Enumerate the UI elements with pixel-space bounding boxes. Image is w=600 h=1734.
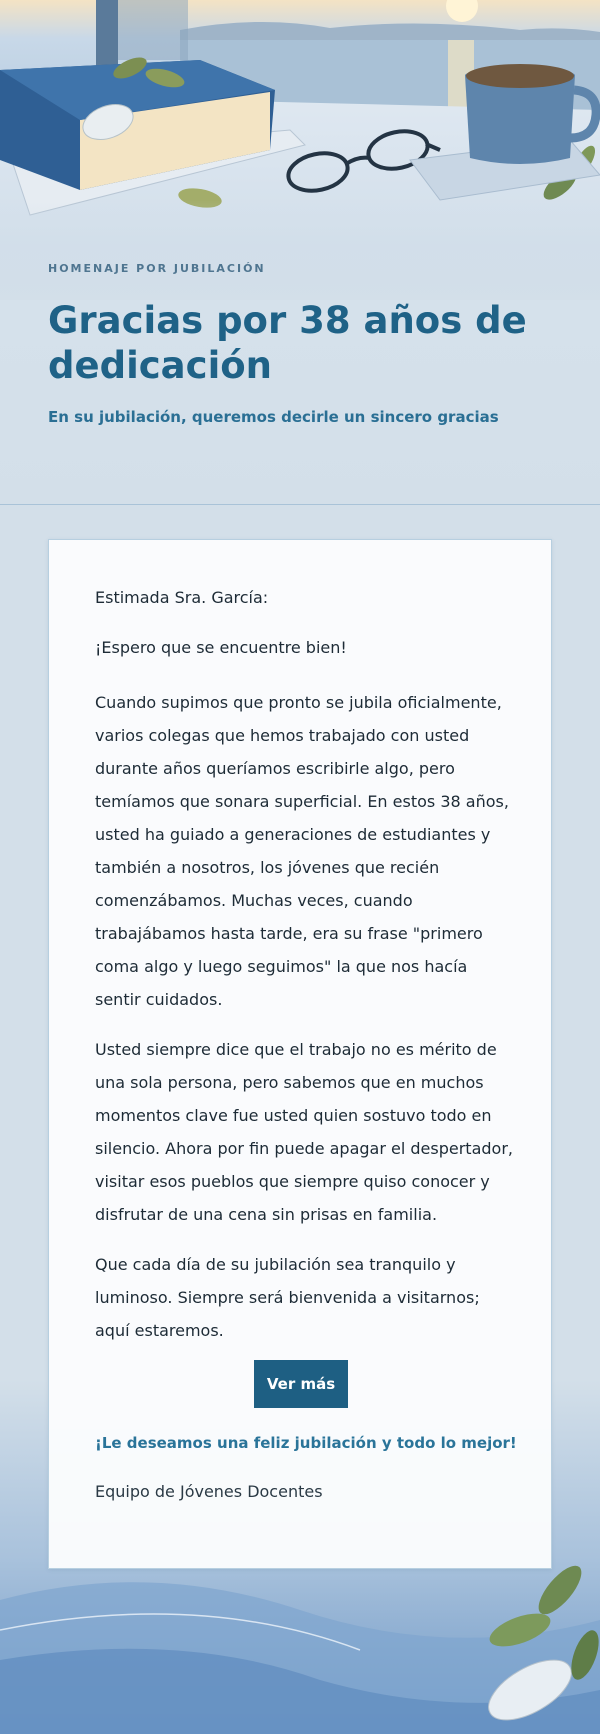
letter-paragraph: ¡Espero que se encuentre bien! <box>95 638 347 657</box>
hero-banner <box>0 0 600 505</box>
letter-paragraph: Cuando supimos que pronto se jubila oficialmente, varios colegas que hemos trabajado con usted durante años queríamos escribirle algo, pero temíamos que sonara superficial. En estos 38 años, usted ha guiado a generaciones de estudiantes y también a nosotros, los jóvenes que recién comenzábamos. Muchas veces, cuando trabajábamos hasta tarde, era su frase "primero coma algo y luego seguimos" la que nos hacía sentir cuidados. <box>95 693 509 1009</box>
closing-wish: ¡Le deseamos una feliz jubilación y todo lo mejor! <box>95 1434 517 1452</box>
letter-greeting: Estimada Sra. García: <box>95 588 269 607</box>
page-title: Gracias por 38 años de dedicación <box>48 299 527 387</box>
letter-paragraph: Que cada día de su jubilación sea tranquilo y luminoso. Siempre será bienvenida a visitarnos; aquí estaremos. <box>95 1255 480 1340</box>
see-more-button[interactable]: Ver más <box>254 1360 348 1408</box>
letter-body <box>95 586 513 1364</box>
signature: Equipo de Jóvenes Docentes <box>95 1482 323 1501</box>
hero-eyebrow: HOMENAJE POR JUBILACIÓN <box>48 262 266 275</box>
letter-card <box>48 539 552 1569</box>
button-container <box>49 1360 553 1408</box>
hero-divider <box>0 504 600 505</box>
hero-subtitle: En su jubilación, queremos decirle un sincero gracias <box>48 408 499 426</box>
letter-paragraph: Usted siempre dice que el trabajo no es mérito de una sola persona, pero sabemos que en muchos momentos clave fue usted quien sostuvo todo en silencio. Ahora por fin puede apagar el despertador, visitar esos pueblos que siempre quiso conocer y disfrutar de una cena sin prisas en familia. <box>95 1040 513 1224</box>
hero-illustration <box>0 0 600 300</box>
